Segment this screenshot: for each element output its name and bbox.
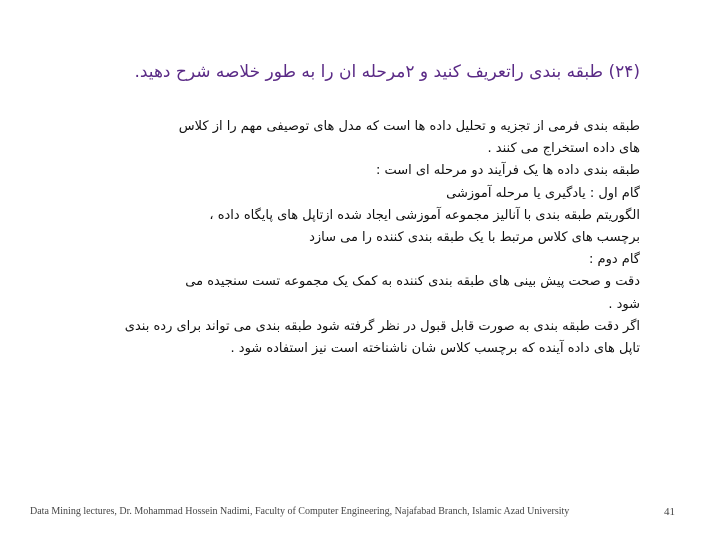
body-line: گام دوم : — [589, 252, 640, 268]
body-line: اگر دقت طبقه بندی به صورت قابل قبول در نظر گرفته شود طبقه بندی می تواند برای رده بندی — [124, 318, 640, 334]
slide-body — [40, 116, 640, 360]
body-line: شود . — [608, 296, 640, 312]
body-line: های داده استخراج می کنند . — [487, 141, 640, 157]
body-line: طبقه بندی فرمی از تجزیه و تحلیل داده ها است که مدل های توصیفی مهم را از کلاس — [178, 119, 640, 134]
body-line: گام اول : یادگیری یا مرحله آموزشی — [446, 185, 640, 201]
page-number: 41 — [664, 506, 675, 518]
body-line: برچسب های کلاس مرتبط با یک طبقه بندی کننده را می سازد — [309, 229, 640, 245]
body-line: تاپل های داده آینده که برچسب کلاس شان ناشناخته است نیز استفاده شود . — [230, 340, 640, 356]
body-line: الگوریتم طبقه بندی با آنالیز مجموعه آموزشی ایجاد شده ازتاپل های پایگاه داده ، — [209, 207, 640, 223]
body-line: طبقه بندی داده ها یک فرآیند دو مرحله ای است : — [375, 163, 640, 179]
slide-footer: Data Mining lectures, Dr. Mohammad Hossein Nadimi, Faculty of Computer Engineering, Najafabad Branch, Islamic Azad University — [30, 506, 570, 517]
body-line: دقت و صحت پیش بینی های طبقه بندی کننده به کمک یک مجموعه تست سنجیده می — [185, 274, 640, 290]
slide-title: (۲۴) طبقه بندی راتعریف کنید و ۲مرحله ان را به طور خلاصه شرح دهید. — [134, 62, 640, 82]
